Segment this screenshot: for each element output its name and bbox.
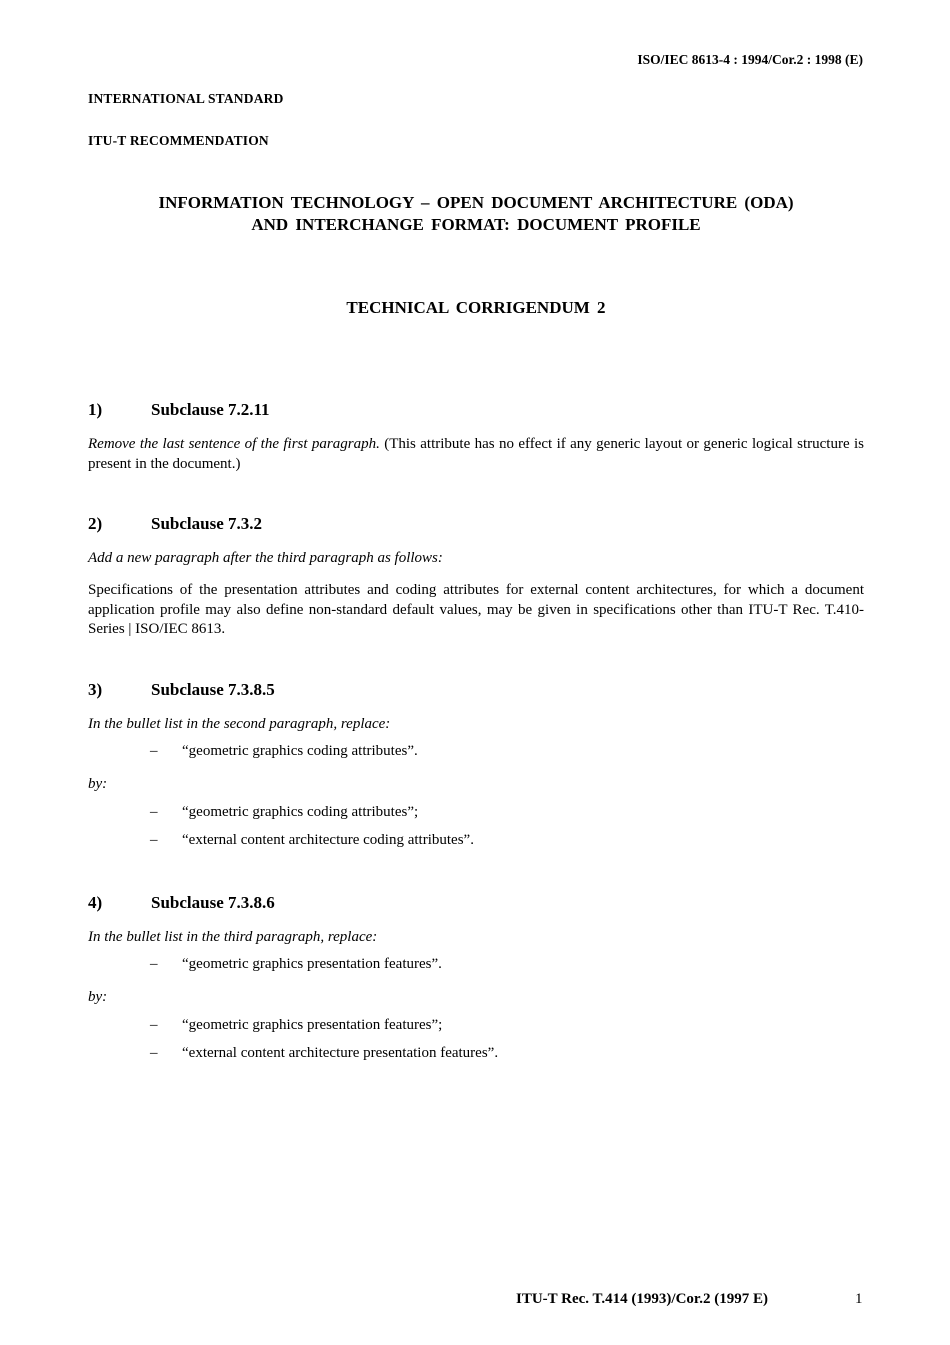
section-number: 2)	[88, 514, 103, 533]
section-1-paragraph	[88, 435, 864, 474]
bullet-dash: –	[150, 743, 158, 759]
bullet-dash: –	[150, 832, 158, 848]
list-item: – “external content architecture presentation features”.	[150, 1045, 499, 1061]
bullet-dash: –	[150, 1017, 158, 1033]
section-number: 1)	[88, 400, 103, 419]
by-label: by:	[88, 776, 108, 792]
section-heading-4	[88, 893, 275, 913]
instruction-text: Add a new paragraph after the third paragraph as follows:	[88, 550, 443, 566]
body-text: Specifications of the presentation attributes and coding attributes for external content architectures, for which a document application profile may also define non-standard default values, may be given in specifications other than ITU-T Rec. T.410-Series | ISO/IEC 8613.	[88, 582, 864, 637]
instruction-text: Remove the last sentence of the first paragraph.	[88, 436, 380, 452]
document-id: ISO/IEC 8613-4 : 1994/Cor.2 : 1998 (E)	[637, 52, 863, 67]
section-title: Subclause 7.3.2	[151, 514, 262, 533]
instruction-text: In the bullet list in the third paragraph, replace:	[88, 929, 378, 945]
section-number: 3)	[88, 680, 103, 699]
title-line-2: AND INTERCHANGE FORMAT: DOCUMENT PROFILE	[251, 215, 701, 234]
list-item: – “geometric graphics presentation features”;	[150, 1017, 443, 1033]
international-standard-label: INTERNATIONAL STANDARD	[88, 91, 284, 106]
list-item: – “geometric graphics coding attributes”;	[150, 804, 419, 820]
list-item: – “geometric graphics coding attributes”.	[150, 743, 418, 759]
section-title: Subclause 7.2.11	[151, 400, 270, 419]
body-text: (This attribute has no effect if any generic layout or generic logical structure is present in the document.)	[88, 436, 864, 472]
document-title	[88, 192, 864, 236]
instruction-text: In the bullet list in the second paragraph, replace:	[88, 716, 391, 732]
bullet-dash: –	[150, 956, 158, 972]
list-item: – “external content architecture coding attributes”.	[150, 832, 474, 848]
by-label: by:	[88, 989, 108, 1005]
section-number: 4)	[88, 893, 103, 912]
section-title: Subclause 7.3.8.6	[151, 893, 275, 912]
bullet-dash: –	[150, 1045, 158, 1061]
bullet-dash: –	[150, 804, 158, 820]
section-title: Subclause 7.3.8.5	[151, 680, 275, 699]
list-item: – “geometric graphics presentation features”.	[150, 956, 442, 972]
section-heading-2	[88, 514, 262, 534]
footer-reference: ITU-T Rec. T.414 (1993)/Cor.2 (1997 E)	[516, 1291, 768, 1307]
itu-recommendation-label: ITU-T RECOMMENDATION	[88, 133, 269, 148]
section-heading-3	[88, 680, 275, 700]
page-number: 1	[855, 1291, 863, 1307]
title-line-1: INFORMATION TECHNOLOGY – OPEN DOCUMENT ARCHITECTURE (ODA)	[158, 193, 794, 212]
section-heading-1	[88, 400, 270, 420]
corrigendum-title: TECHNICAL CORRIGENDUM 2	[346, 298, 606, 317]
